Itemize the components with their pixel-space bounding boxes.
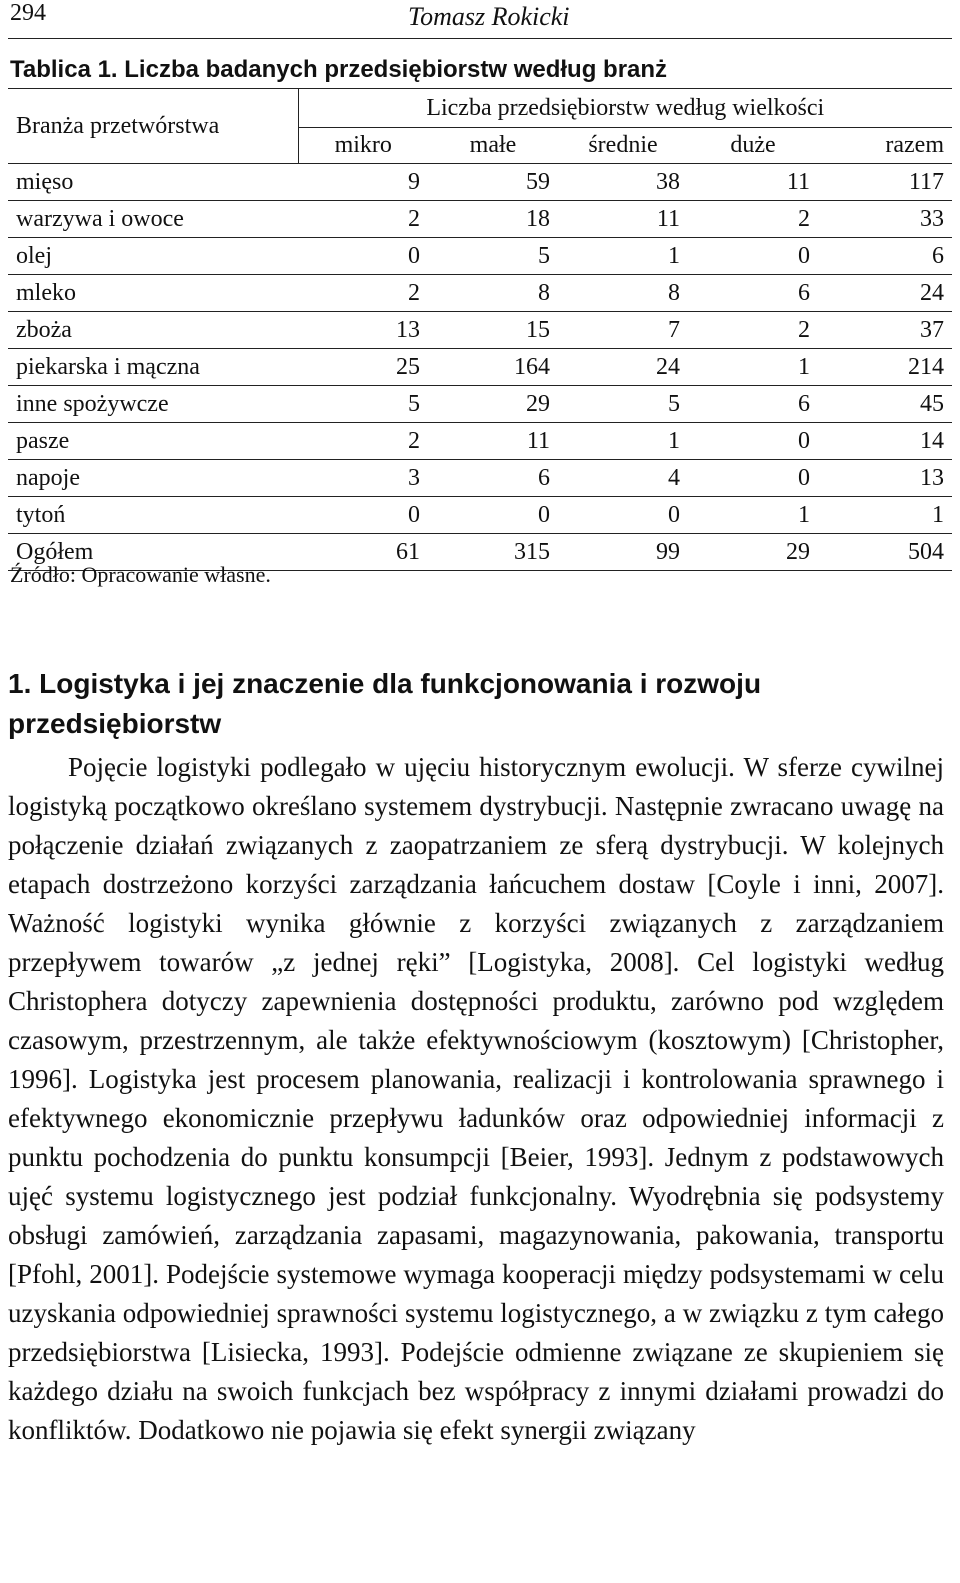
column-header: średnie xyxy=(558,128,688,164)
table-cell: 25 xyxy=(298,349,428,386)
table-row xyxy=(8,460,952,497)
table-cell: 6 xyxy=(428,460,558,497)
table-cell: 13 xyxy=(298,312,428,349)
table-cell: 11 xyxy=(688,164,818,201)
table-cell: 6 xyxy=(818,238,952,275)
row-label: Ogółem xyxy=(8,534,298,571)
row-label: tytoń xyxy=(8,497,298,534)
group-header-cell: Liczba przedsiębiorstw według wielkości xyxy=(298,89,952,128)
table-cell: 2 xyxy=(298,275,428,312)
table-row xyxy=(8,497,952,534)
table-cell: 13 xyxy=(818,460,952,497)
body-paragraph: Pojęcie logistyki podlegało w ujęciu historycznym ewolucji. W sferze cywilnej logistyką początkowo określano systemem dystrybucji. Następnie zwracano uwagę na połączenie działań związanych z zaopatrzaniem ze sferą dystrybucji. W kolejnych etapach dostrzeżono korzyści zarządzania łańcuchem dostaw [Coyle i inni, 2007]. Ważność logistyki wynika głównie z korzyści związanych z zarządzaniem przepływem towarów „z jednej ręki” [Logistyka, 2008]. Cel logistyki według Christophera dotyczy zapewnienia dostępności produktu, zarówno pod względem czasowym, przestrzennym, ale także efektywnościowym (kosztowym) [Christopher, 1996]. Logistyka jest procesem planowania, realizacji i kontrolowania sprawnego i efektywnego ekonomicznie przepływu ładunków oraz odpowiedniej informacji z punktu pochodzenia do punktu konsumpcji [Beier, 1993]. Jednym z podstawowych ujęć systemu logistycznego jest podział funkcjonalny. Wyodrębnia się podsystemy obsługi zamówień, zarządzania zapasami, magazynowania, pakowania, transportu [Pfohl, 2001]. Podejście systemowe wymaga kooperacji między podsystemami w celu uzyskania odpowiedniej sprawności systemu logistycznego, a w związku z tym całego przedsiębiorstwa [Lisiecka, 1993]. Podejście odmienne związane ze skupieniem się każdego działu na swoich funkcjach bez współpracy z innymi działami prowadzi do konfliktów. Dodatkowo nie pojawia się efekt synergii związany xyxy=(8,752,944,1445)
table-cell: 11 xyxy=(428,423,558,460)
table-cell: 214 xyxy=(818,349,952,386)
row-label: mięso xyxy=(8,164,298,201)
table-cell: 11 xyxy=(558,201,688,238)
table-row xyxy=(8,349,952,386)
table-cell: 2 xyxy=(298,201,428,238)
table-cell: 5 xyxy=(428,238,558,275)
table-cell: 8 xyxy=(558,275,688,312)
table-cell: 1 xyxy=(818,497,952,534)
table-cell: 45 xyxy=(818,386,952,423)
running-header xyxy=(8,0,952,39)
column-header: duże xyxy=(688,128,818,164)
row-label: olej xyxy=(8,238,298,275)
row-label: napoje xyxy=(8,460,298,497)
table-body xyxy=(8,164,952,571)
table-cell: 7 xyxy=(558,312,688,349)
table-cell: 4 xyxy=(558,460,688,497)
table-cell: 5 xyxy=(558,386,688,423)
table-row xyxy=(8,386,952,423)
table-cell: 24 xyxy=(818,275,952,312)
table-cell: 61 xyxy=(298,534,428,571)
table-cell: 1 xyxy=(688,497,818,534)
table-cell: 0 xyxy=(558,497,688,534)
table-cell: 164 xyxy=(428,349,558,386)
table-cell: 0 xyxy=(688,238,818,275)
table-cell: 6 xyxy=(688,275,818,312)
table-row xyxy=(8,275,952,312)
table-cell: 0 xyxy=(428,497,558,534)
table-cell: 8 xyxy=(428,275,558,312)
table-row xyxy=(8,423,952,460)
table-cell: 1 xyxy=(558,238,688,275)
table-cell: 0 xyxy=(688,460,818,497)
table-cell: 1 xyxy=(688,349,818,386)
table-cell: 117 xyxy=(818,164,952,201)
section-heading: 1. Logistyka i jej znaczenie dla funkcjonowania i rozwoju przedsiębiorstw xyxy=(8,668,762,739)
page-number: 294 xyxy=(10,0,46,26)
table-cell: 1 xyxy=(558,423,688,460)
table-cell: 14 xyxy=(818,423,952,460)
row-label: inne spożywcze xyxy=(8,386,298,423)
table-cell: 5 xyxy=(298,386,428,423)
table-cell: 24 xyxy=(558,349,688,386)
table-row xyxy=(8,164,952,201)
table-cell: 29 xyxy=(428,386,558,423)
row-label: warzywa i owoce xyxy=(8,201,298,238)
table-cell: 0 xyxy=(298,238,428,275)
table-caption: Tablica 1. Liczba badanych przedsiębiorstw według branż xyxy=(10,56,668,83)
table-cell: 2 xyxy=(298,423,428,460)
table-cell: 3 xyxy=(298,460,428,497)
column-header: razem xyxy=(818,128,952,164)
table-cell: 37 xyxy=(818,312,952,349)
table-source-note: Źródło: Opracowanie własne. xyxy=(10,562,271,587)
table-cell: 504 xyxy=(818,534,952,571)
table-cell: 15 xyxy=(428,312,558,349)
column-header: małe xyxy=(428,128,558,164)
row-label: zboża xyxy=(8,312,298,349)
column-header: mikro xyxy=(298,128,428,164)
table-row xyxy=(8,312,952,349)
table-row xyxy=(8,201,952,238)
table-row xyxy=(8,238,952,275)
table-cell: 59 xyxy=(428,164,558,201)
table-cell: 9 xyxy=(298,164,428,201)
row-label: pasze xyxy=(8,423,298,460)
table-header-row xyxy=(8,89,952,128)
enterprise-count-table xyxy=(8,88,952,571)
table-cell: 6 xyxy=(688,386,818,423)
table-cell: 2 xyxy=(688,201,818,238)
table-cell: 38 xyxy=(558,164,688,201)
table-cell: 18 xyxy=(428,201,558,238)
row-label: mleko xyxy=(8,275,298,312)
table-cell: 0 xyxy=(688,423,818,460)
table-cell: 2 xyxy=(688,312,818,349)
table-cell: 0 xyxy=(298,497,428,534)
table-cell: 99 xyxy=(558,534,688,571)
running-head-author: Tomasz Rokicki xyxy=(408,2,570,31)
row-label: piekarska i mączna xyxy=(8,349,298,386)
table-cell: 29 xyxy=(688,534,818,571)
table-cell: 33 xyxy=(818,201,952,238)
row-header-cell: Branża przetwórstwa xyxy=(8,89,298,164)
table-cell: 315 xyxy=(428,534,558,571)
